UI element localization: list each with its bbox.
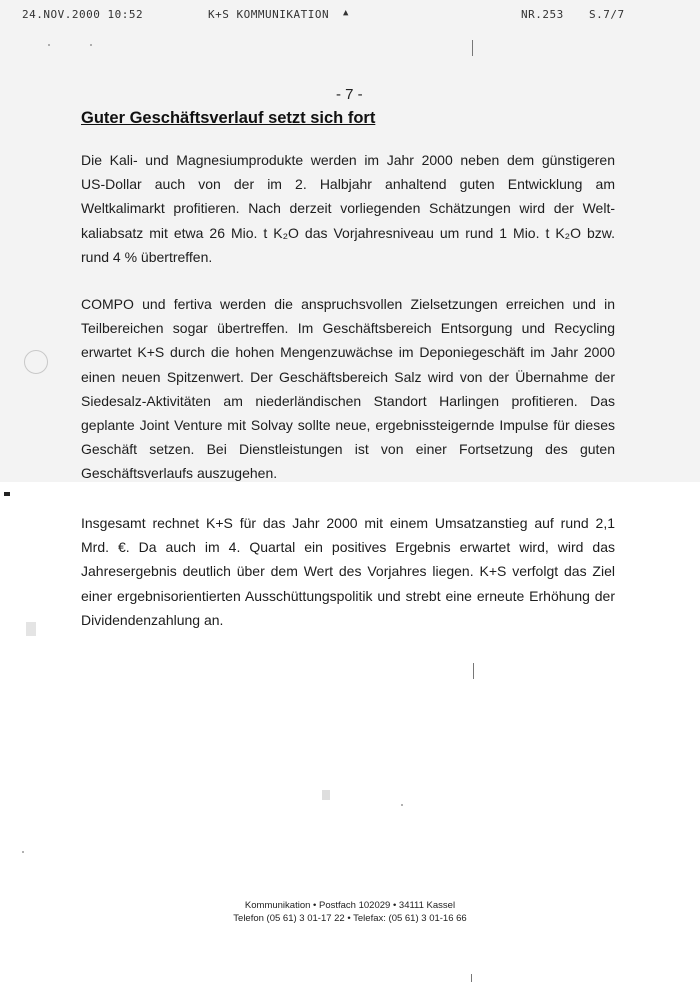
punch-hole [24, 350, 48, 374]
text-line: US-Dollar auch von der im 2. Halbjahr anhaltend guten Entwicklung am [81, 176, 615, 193]
fax-datetime: 24.NOV.2000 10:52 [22, 8, 144, 21]
fax-page: S.7/7 [589, 8, 625, 21]
text-line: COMPO und fertiva werden die anspruchsvollen Zielsetzungen erreichen und in [81, 296, 615, 312]
scan-smudge [322, 790, 330, 800]
section-heading: Guter Geschäftsverlauf setzt sich fort [81, 109, 376, 127]
paragraph-outlook [81, 511, 615, 632]
footer-address: Kommunikation • Postfach 102029 • 34111 Kassel [244, 900, 456, 911]
fax-number: NR.253 [521, 8, 564, 21]
scan-mark [471, 974, 472, 982]
text-line: rund 4 % übertreffen. [81, 248, 213, 265]
text-line: Geschäft setzen. Bei Dienstleistungen ist von einer Fortsetzung des guten [81, 441, 615, 458]
page-number: - 7 - [336, 86, 363, 103]
scan-dot [22, 851, 24, 853]
scan-mark [473, 663, 474, 679]
text-line: Geschäftsverlaufs auszugehen. [81, 465, 278, 482]
text-line: Weltkalimarkt profitieren. Nach derzeit vorliegenden Schätzungen wird der Welt- [81, 200, 615, 217]
text-line: geplante Joint Venture mit Solvay sollte neue, ergebnissteigernde Impulse für dieses [81, 417, 615, 434]
scan-dot [48, 44, 50, 46]
text-line: einen neuen Spitzenwert. Der Geschäftsbereich Salz wird von der Übernahme der [81, 368, 615, 385]
text-line: einer ergebnisorientierten Ausschüttungspolitik und strebt eine erneute Erhöhung der [81, 587, 615, 604]
scan-mark [472, 40, 473, 56]
paragraph-business-units [81, 292, 615, 486]
text-line: Insgesamt rechnet K+S für das Jahr 2000 mit einem Umsatzanstieg auf rund 2,1 [81, 515, 615, 531]
text-line: Jahresergebnis deutlich über dem Wert des Vorjahres liegen. K+S verfolgt das Ziel [81, 563, 615, 580]
fax-marker-icon: ▲ [343, 8, 349, 18]
scan-dot [90, 44, 92, 46]
text-line: erwartet K+S durch die hohen Mengenzuwächse im Deponiegeschäft im Jahr 2000 [81, 344, 615, 361]
fax-transmission-header [0, 8, 700, 24]
fax-sender: K+S KOMMUNIKATION [208, 8, 330, 21]
text-line: Mrd. €. Da auch im 4. Quartal ein positives Ergebnis erwartet wird, wird das [81, 539, 615, 556]
text-line: Dividendenzahlung an. [81, 611, 224, 628]
text-line: kaliabsatz mit etwa 26 Mio. t K₂O das Vorjahresniveau um rund 1 Mio. t K₂O bzw. [81, 224, 615, 241]
text-line: Die Kali- und Magnesiumprodukte werden im Jahr 2000 neben dem günstigeren [81, 152, 615, 168]
margin-mark [4, 492, 10, 496]
text-line: Teilbereichen sogar übertreffen. Im Geschäftsbereich Entsorgung und Recycling [81, 320, 615, 337]
footer-contact [0, 899, 700, 925]
scan-dot [401, 804, 403, 806]
margin-smudge [26, 622, 36, 636]
text-line: Siedesalz-Aktivitäten am niederländischen Standort Harlingen profitieren. Das [81, 392, 615, 409]
footer-phone: Telefon (05 61) 3 01-17 22 • Telefax: (05 61) 3 01-16 66 [233, 913, 467, 924]
paragraph-potash [81, 148, 615, 269]
